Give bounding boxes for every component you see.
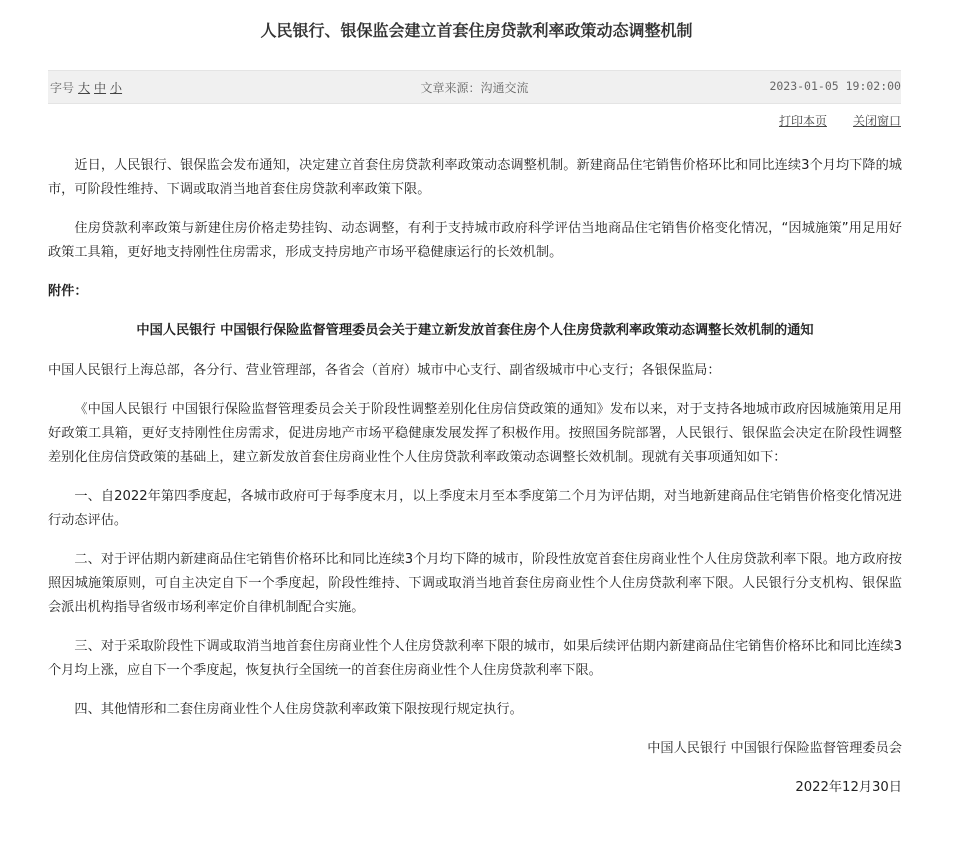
notice-intro: 《中国人民银行 中国银行保险监督管理委员会关于阶段性调整差别化住房信贷政策的通知》发布以来，对于支持各地城市政府因城施策用足用好政策工具箱，更好支持刚性住房需求，促进房地产市场平稳健康发展发挥了积极作用。按照国务院部署，人民银行、银保监会决定在阶段性调整差别化住房信贷政策的基础上，建立新发放首套住房商业性个人住房贷款利率政策动态调整长效机制。现就有关事项通知如下： bbox=[48, 402, 902, 465]
attachment-label: 附件： bbox=[48, 284, 88, 299]
notice-item-4: 四、其他情形和二套住房商业性个人住房贷款利率政策下限按现行规定执行。 bbox=[74, 702, 523, 717]
article-body bbox=[48, 154, 902, 815]
publish-datetime: 2023-01-05 19:02:00 bbox=[769, 79, 901, 93]
notice-date: 2022年12月30日 bbox=[795, 780, 902, 795]
font-size-medium-link[interactable]: 中 bbox=[94, 81, 107, 95]
font-size-small-link[interactable]: 小 bbox=[110, 81, 123, 95]
notice-item-1: 一、自2022年第四季度起，各城市政府可于每季度末月，以上季度末月至本季度第二个月为评估期，对当地新建商品住宅销售价格变化情况进行动态评估。 bbox=[48, 489, 902, 528]
notice-signature: 中国人民银行 中国银行保险监督管理委员会 bbox=[647, 741, 902, 756]
article-meta-bar bbox=[48, 70, 901, 104]
article-source: 文章来源：沟通交流 bbox=[420, 81, 529, 95]
close-window-link[interactable]: 关闭窗口 bbox=[852, 114, 901, 128]
notice-item-2: 二、对于评估期内新建商品住宅销售价格环比和同比连续3个月均下降的城市，阶段性放宽首套住房商业性个人住房贷款利率下限。地方政府按照因城施策原则，可自主决定自下一个季度起，阶段性维持、下调或取消当地首套住房商业性个人住房贷款利率下限。人民银行分支机构、银保监会派出机构指导省级市场利率定价自律机制配合实施。 bbox=[48, 552, 902, 615]
paragraph-summary: 近日，人民银行、银保监会发布通知，决定建立首套住房贷款利率政策动态调整机制。新建商品住宅销售价格环比和同比连续3个月均下降的城市，可阶段性维持、下调或取消当地首套住房贷款利率政策下限。 bbox=[48, 158, 902, 197]
print-page-link[interactable]: 打印本页 bbox=[778, 114, 827, 128]
article-title: 人民银行、银保监会建立首套住房贷款利率政策动态调整机制 bbox=[260, 21, 693, 40]
font-size-controls bbox=[50, 79, 122, 96]
font-size-label: 字号 bbox=[50, 81, 75, 95]
notice-title: 中国人民银行 中国银行保险监督管理委员会关于建立新发放首套住房个人住房贷款利率政策动态调整长效机制的通知 bbox=[136, 323, 814, 338]
font-size-large-link[interactable]: 大 bbox=[78, 81, 91, 95]
notice-recipients: 中国人民银行上海总部，各分行、营业管理部，各省会（首府）城市中心支行、副省级城市中心支行；各银保监局： bbox=[48, 363, 721, 378]
paragraph-explanation: 住房贷款利率政策与新建住房价格走势挂钩、动态调整，有利于支持城市政府科学评估当地商品住宅销售价格变化情况，“因城施策”用足用好政策工具箱，更好地支持刚性住房需求，形成支持房地产市场平稳健康运行的长效机制。 bbox=[48, 221, 902, 260]
article-actions bbox=[753, 112, 901, 129]
notice-item-3: 三、对于采取阶段性下调或取消当地首套住房商业性个人住房贷款利率下限的城市，如果后续评估期内新建商品住宅销售价格环比和同比连续3个月均上涨，应自下一个季度起，恢复执行全国统一的首套住房商业性个人住房贷款利率下限。 bbox=[48, 639, 902, 678]
